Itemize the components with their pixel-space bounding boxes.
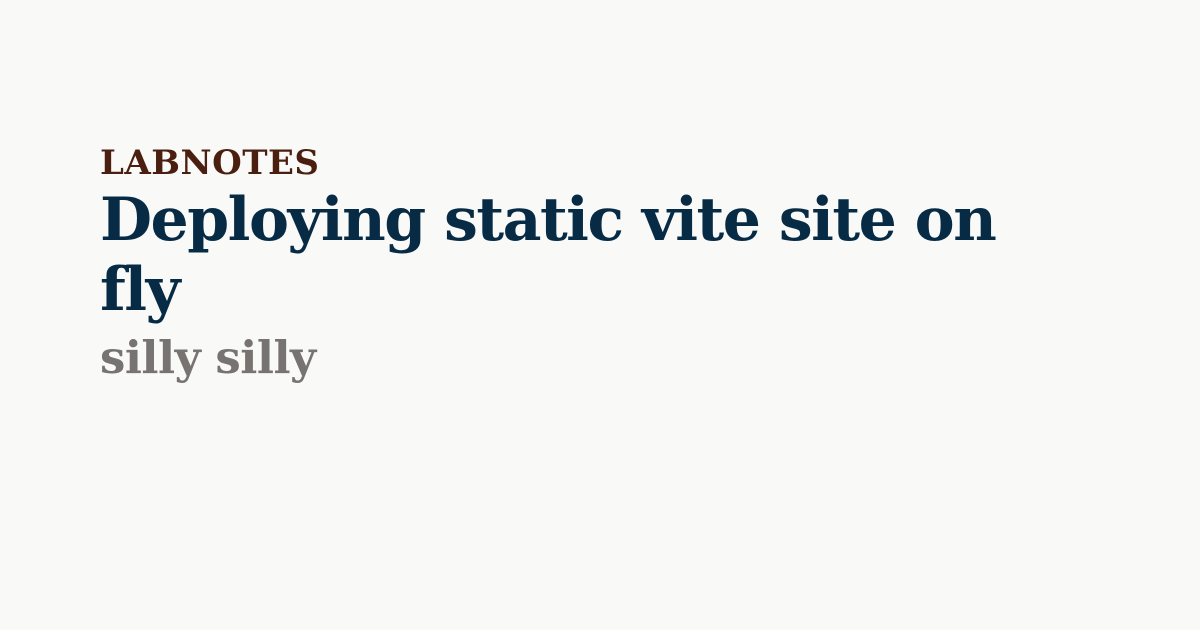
post-subtitle: silly silly bbox=[100, 331, 316, 384]
post-title: Deploying static vite site on fly bbox=[100, 185, 996, 325]
site-name: LABNOTES bbox=[100, 143, 320, 183]
og-card bbox=[100, 143, 1100, 385]
